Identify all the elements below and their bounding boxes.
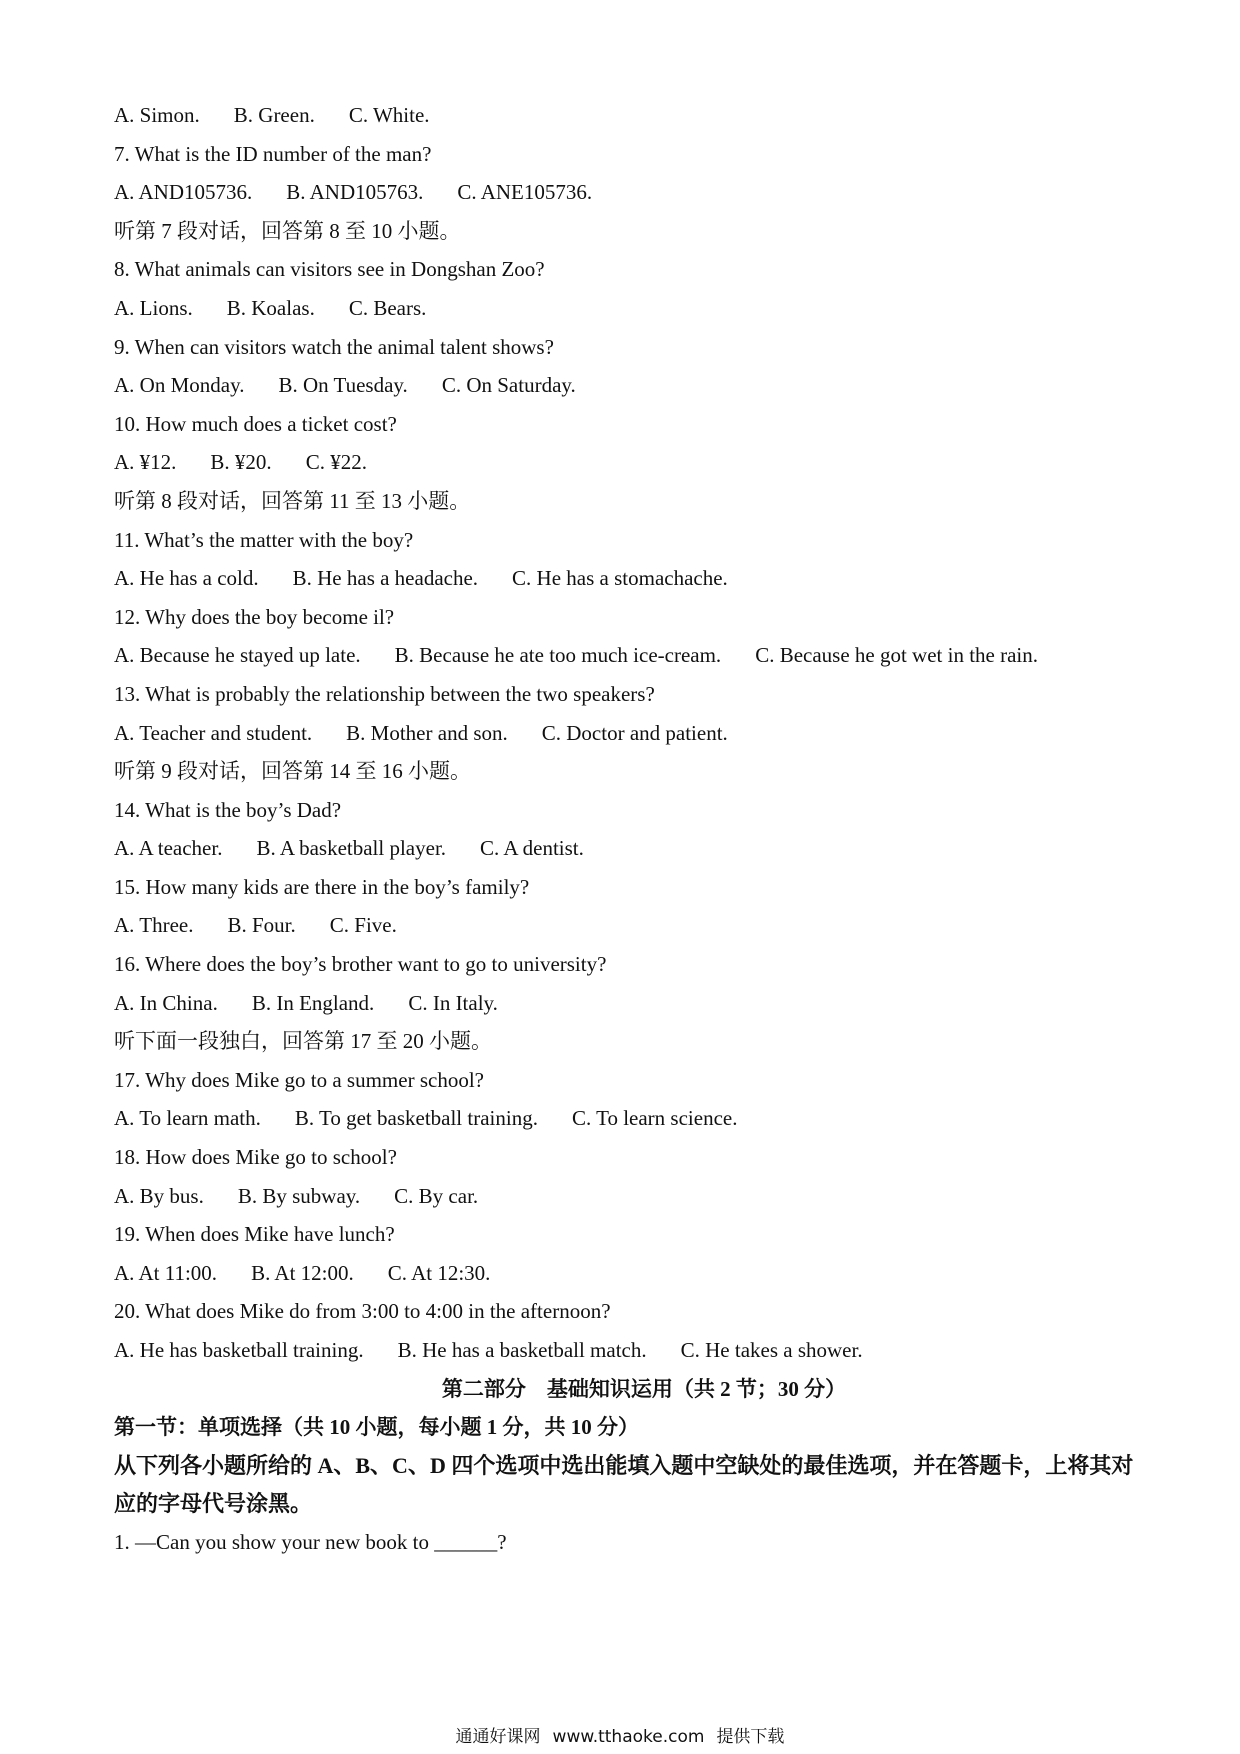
options-q7 — [114, 173, 1134, 212]
options-q14 — [114, 829, 1134, 868]
question-13: 13. What is probably the relationship between the two speakers? — [114, 681, 655, 706]
instruction-dialogue-8: 听第 8 段对话，回答第 11 至 13 小题。 — [114, 488, 471, 513]
options-q16 — [114, 984, 1134, 1023]
option-c: C. A dentist. — [480, 836, 584, 861]
option-b: B. At 12:00. — [251, 1260, 354, 1285]
option-c: C. By car. — [394, 1183, 479, 1208]
section1-heading: 第一节：单项选择（共 10 小题，每小题 1 分，共 10 分） — [114, 1415, 639, 1440]
option-a: A. He has a cold. — [114, 566, 259, 591]
option-b: B. By subway. — [237, 1183, 361, 1208]
option-c: C. To learn science. — [571, 1106, 738, 1131]
options-q13 — [114, 714, 1134, 753]
options-q15 — [114, 906, 1134, 945]
option-a: A. In China. — [114, 990, 218, 1015]
question-10: 10. How much does a ticket cost? — [114, 411, 397, 436]
options-q12 — [114, 636, 1134, 675]
page-content — [114, 96, 1134, 1561]
option-a: A. At 11:00. — [114, 1260, 218, 1285]
question-17: 17. Why does Mike go to a summer school? — [114, 1067, 484, 1092]
options-q18 — [114, 1177, 1134, 1216]
instruction-dialogue-7: 听第 7 段对话，回答第 8 至 10 小题。 — [114, 218, 461, 243]
options-q8 — [114, 289, 1134, 328]
options-q17 — [114, 1099, 1134, 1138]
option-c: C. Bears. — [348, 295, 427, 320]
option-c: C. In Italy. — [408, 990, 498, 1015]
section1-instructions: 从下列各小题所给的 A、B、C、D 四个选项中选出能填入题中空缺处的最佳选项，并在答题卡，上将其对应的字母代号涂黑。 — [114, 1452, 1134, 1516]
option-a: A. By bus. — [114, 1183, 204, 1208]
instruction-monologue: 听下面一段独白，回答第 17 至 20 小题。 — [114, 1029, 492, 1054]
option-c: C. ¥22. — [305, 450, 367, 475]
option-b: B. On Tuesday. — [278, 373, 408, 398]
option-c: C. He has a stomachache. — [512, 566, 728, 591]
question-8: 8. What animals can visitors see in Dongshan Zoo? — [114, 257, 545, 282]
option-b: B. Four. — [227, 913, 296, 938]
option-b: B. Mother and son. — [346, 720, 508, 745]
question-15: 15. How many kids are there in the boy’s family? — [114, 874, 530, 899]
option-a: A. Teacher and student. — [114, 720, 313, 745]
option-b: B. To get basketball training. — [294, 1106, 538, 1131]
question-12: 12. Why does the boy become il? — [114, 604, 395, 629]
option-a: A. Simon. — [114, 103, 200, 127]
option-a: A. A teacher. — [114, 836, 223, 861]
option-b: B. Koalas. — [226, 295, 315, 320]
options-q10 — [114, 443, 1134, 482]
option-b: B. ¥20. — [210, 450, 272, 475]
option-c: C. Because he got wet in the rain. — [755, 643, 1039, 668]
option-a: A. On Monday. — [114, 373, 245, 398]
option-b: B. He has a headache. — [292, 566, 479, 591]
option-b: B. He has a basketball match. — [397, 1338, 647, 1362]
page-footer — [0, 1722, 1240, 1747]
option-b: B. AND105763. — [286, 180, 424, 205]
footer-url[interactable]: www.tthaoke.com — [552, 1727, 705, 1747]
question-19: 19. When does Mike have lunch? — [114, 1222, 395, 1247]
option-c: C. White. — [348, 103, 430, 127]
option-a: A. AND105736. — [114, 180, 253, 205]
options-q19 — [114, 1254, 1134, 1293]
options-q20 — [114, 1331, 1134, 1370]
option-a: A. ¥12. — [114, 450, 177, 475]
options-q6 — [114, 96, 1134, 135]
footer-note: 提供下载 — [716, 1727, 785, 1747]
option-a: A. Lions. — [114, 295, 193, 320]
option-a: A. Three. — [114, 913, 194, 938]
option-b: B. Because he ate too much ice-cream. — [394, 643, 722, 668]
question-9: 9. When can visitors watch the animal talent shows? — [114, 334, 554, 359]
option-a: A. Because he stayed up late. — [114, 643, 361, 668]
option-c: C. ANE105736. — [457, 180, 593, 205]
question-14: 14. What is the boy’s Dad? — [114, 797, 342, 822]
option-a: A. To learn math. — [114, 1106, 261, 1131]
question-16: 16. Where does the boy’s brother want to go to university? — [114, 952, 607, 977]
instruction-dialogue-9: 听第 9 段对话，回答第 14 至 16 小题。 — [114, 759, 471, 784]
option-c: C. Five. — [329, 913, 397, 938]
option-c: C. He takes a shower. — [680, 1338, 863, 1362]
option-b: B. Green. — [233, 103, 315, 127]
option-c: C. On Saturday. — [441, 373, 576, 398]
option-a: A. He has basketball training. — [114, 1338, 364, 1362]
part2-heading: 第二部分 基础知识运用（共 2 节；30 分） — [441, 1376, 847, 1401]
option-b: B. In England. — [251, 990, 375, 1015]
question-20: 20. What does Mike do from 3:00 to 4:00 in the afternoon? — [114, 1299, 611, 1324]
option-c: C. At 12:30. — [387, 1260, 491, 1285]
options-q11 — [114, 559, 1134, 598]
option-c: C. Doctor and patient. — [541, 720, 728, 745]
question-7: 7. What is the ID number of the man? — [114, 141, 432, 166]
options-q9 — [114, 366, 1134, 405]
question-18: 18. How does Mike go to school? — [114, 1145, 397, 1170]
option-b: B. A basketball player. — [256, 836, 447, 861]
footer-site-name: 通通好课网 — [455, 1727, 541, 1747]
part2-question-1: 1. —Can you show your new book to ______? — [114, 1529, 507, 1554]
question-11: 11. What’s the matter with the boy? — [114, 527, 414, 552]
